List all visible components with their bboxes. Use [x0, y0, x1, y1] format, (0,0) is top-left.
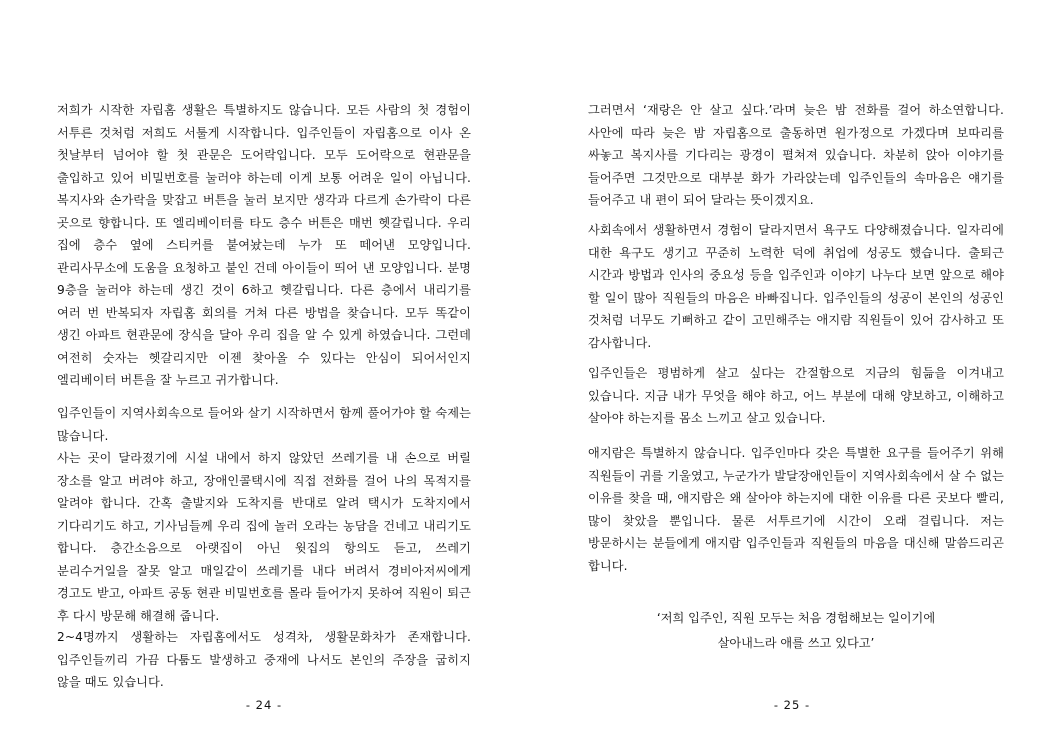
- left-paragraph-2-lead: 입주인들이 지역사회속으로 들어와 살기 시작하면서 함께 풀어가야 할 숙제는 많습니다.: [57, 406, 471, 443]
- right-paragraph-1-text: 그러면서 ‘재랑은 안 살고 싶다.’라며 늦은 밤 전화를 걸어 하소연합니다. 사안에 따라 늦은 밤 자립홈으로 출동하면 원가정으로 가겠다며 보따리를 싸놓고 복지사를 기다리는 광경이 펼쳐져 있습니다. 차분히 앉아 이야기를 들어주면 그것만으로 대부분 화가 가라앉는데 입주인들의 속마음은 얘기를 들어주고 내 편이 되어 달라는 뜻이겠지요.: [588, 103, 1004, 207]
- right-page: [528, 0, 1056, 745]
- right-paragraph-3-text: 입주인들은 평범하게 살고 싶다는 간절함으로 지금의 힘듦을 이겨내고 있습니다. 지금 내가 무엇을 해야 하고, 어느 부분에 대해 양보하고, 이해하고 살아야 하는지를 몸소 느끼고 살고 있습니다.: [588, 366, 1004, 425]
- left-paragraph-2: [57, 402, 471, 627]
- closing-quote: [588, 606, 1004, 656]
- right-paragraph-2-text: 사회속에서 생활하면서 경험이 달라지면서 욕구도 다양해졌습니다. 일자리에 대한 욕구도 생기고 꾸준히 노력한 덕에 취업에 성공도 했습니다. 출퇴근 시간과 방법과 인사의 중요성 등을 입주인과 이야기 나누다 보면 앞으로 해야 할 일이 많아 직원들의 마음은 바빠집니다. 입주인들의 성공이 본인의 성공인 것처럼 너무도 기뻐하고 같이 고민해주는 애지람 직원들이 있어 감사하고 또 감사합니다.: [588, 223, 1004, 350]
- left-paragraph-2-body: 사는 곳이 달라졌기에 시설 내에서 하지 않았던 쓰레기를 내 손으로 버릴 장소를 알고 버려야 하고, 장애인콜택시에 직접 전화를 걸어 나의 목적지를 알려야 합니다. 간혹 출발지와 도착지를 반대로 알려 택시가 도착지에서 기다리기도 하고, 기사님들께 우리 집에 놀러 오라는 농담을 건네고 내리기도 합니다. 층간소음으로 아랫집이 아닌 윗집의 항의도 듣고, 쓰레기 분리수거일을 잘못 알고 매일같이 쓰레기를 내다 버려서 경비아저씨에게 경고도 받고, 아파트 공동 현관 비밀번호를 몰라 들어가지 못하여 직원이 퇴근 후 다시 방문해 해결해 줍니다.: [57, 451, 471, 623]
- quote-line-1: ‘저희 입주인, 직원 모두는 처음 경험해보는 일이기에: [656, 611, 936, 625]
- right-paragraph-4: [588, 442, 1004, 577]
- left-paragraph-3-text: 2~4명까지 생활하는 자립홈에서도 성격차, 생활문화차가 존재합니다. 입주인들끼리 가끔 다툼도 발생하고 중재에 나서도 본인의 주장을 굽히지 않을 때도 있습니다.: [57, 630, 471, 689]
- page-number-left: - 24 -: [245, 698, 283, 712]
- quote-line-2: 살아내느라 애를 쓰고 있다고’: [717, 636, 875, 650]
- right-paragraph-1: [588, 99, 1004, 212]
- left-paragraph-1: [57, 99, 471, 392]
- left-paragraph-3: [57, 626, 471, 694]
- page-number-right: - 25 -: [773, 698, 811, 712]
- left-paragraph-1-text: 저희가 시작한 자립홈 생활은 특별하지도 않습니다. 모든 사람의 첫 경험이 서투른 것처럼 저희도 서툴게 시작합니다. 입주인들이 자립홈으로 이사 온 첫날부터 넘어야 할 첫 관문은 도어락입니다. 모두 도어락으로 현관문을 출입하고 있어 비밀번호를 눌러야 하는데 이게 보통 어려운 일이 아닙니다. 복지사와 손가락을 맞잡고 버튼을 눌러 보지만 생각과 다르게 손가락이 다른 곳으로 향합니다. 또 엘리베이터를 타도 층수 버튼은 매번 헷갈립니다. 우리 집에 층수 옆에 스티커를 붙여놨는데 누가 또 떼어낸 모양입니다. 관리사무소에 도움을 요청하고 붙인 건데 아이들이 띄어 낸 모양입니다. 분명 9층을 눌러야 하는데 생긴 것이 6하고 헷갈립니다. 다른 층에서 내리기를 여러 번 반복되자 자립홈 회의를 거쳐 다른 방법을 찾습니다. 모두 똑같이 생긴 아파트 현관문에 장식을 달아 우리 집을 알 수 있게 하였습니다. 그런데 여전히 숫자는 헷갈리지만 이젠 찾아올 수 있다는 안심이 되어서인지 엘리베이터 버튼을 잘 누르고 귀가합니다.: [57, 103, 471, 387]
- right-paragraph-4-text: 애지람은 특별하지 않습니다. 입주인마다 갖은 특별한 요구를 들어주기 위해 직원들이 귀를 기울였고, 누군가가 발달장애인들이 지역사회속에서 살 수 없는 이유를 찾을 때, 애지람은 왜 살아야 하는지에 대한 이유를 다른 곳보다 빨리, 많이 찾았을 뿐입니다. 물론 서투르기에 시간이 오래 걸립니다. 저는 방문하시는 분들에게 애지람 입주인들과 직원들의 마음을 대신해 말씀드리곤 합니다.: [588, 446, 1004, 573]
- right-paragraph-3: [588, 362, 1004, 430]
- right-paragraph-2: [588, 219, 1004, 354]
